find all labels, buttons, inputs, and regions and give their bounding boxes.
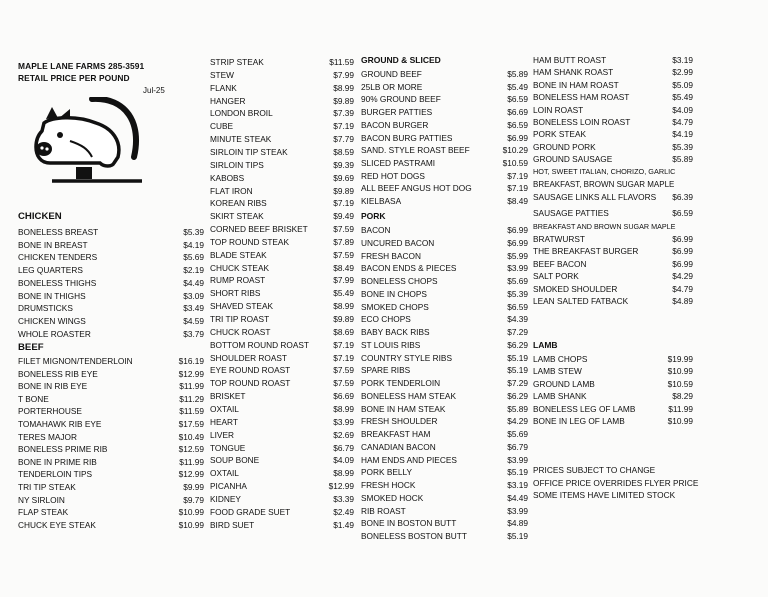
- price-item-price: $8.99: [333, 403, 354, 414]
- sausage-links-price: $6.39: [672, 192, 693, 202]
- price-item-name: STRIP STEAK: [210, 57, 264, 67]
- price-item-name: BONELESS BOSTON BUTT: [361, 531, 467, 541]
- price-item-price: $3.99: [507, 263, 528, 274]
- price-item-price: $7.19: [333, 198, 354, 209]
- price-item-name: CHUCK ROAST: [210, 326, 271, 337]
- price-item-name: MINUTE STEAK: [210, 134, 272, 145]
- price-item-price: $3.49: [183, 303, 204, 314]
- price-item-name: SMOKED CHOPS: [361, 301, 429, 312]
- flyer-note: SOME ITEMS HAVE LIMITED STOCK: [533, 490, 676, 500]
- price-item-name: SAND. STYLE ROAST BEEF: [361, 145, 470, 156]
- price-item-price: $8.59: [333, 146, 354, 157]
- price-item-price: $12.59: [178, 444, 204, 455]
- price-item-price: $6.69: [333, 391, 354, 402]
- price-item-price: $11.99: [179, 456, 204, 467]
- price-item-price: $8.69: [333, 326, 354, 337]
- price-item-name: T BONE: [18, 393, 49, 404]
- price-item-name: 25LB OR MORE: [361, 81, 423, 92]
- price-item-price: $17.59: [178, 419, 204, 429]
- price-item-name: GROUND PORK: [533, 141, 596, 152]
- flyer-note: OFFICE PRICE OVERRIDES FLYER PRICE: [533, 477, 699, 488]
- price-item-name: FILET MIGNON/TENDERLOIN: [18, 356, 133, 366]
- price-item-price: $7.19: [333, 352, 354, 363]
- price-item-name: BRATWURST: [533, 234, 585, 244]
- price-item-price: $8.49: [333, 262, 354, 273]
- price-item-price: $7.99: [333, 69, 354, 80]
- price-item-name: TENDERLOIN TIPS: [18, 469, 93, 480]
- price-item-price: $9.69: [333, 172, 354, 183]
- price-item-name: BONELESS CHOPS: [361, 276, 438, 286]
- price-item-name: LEAN SALTED FATBACK: [533, 296, 629, 306]
- price-item-price: $8.49: [507, 196, 528, 206]
- price-item-price: $5.69: [507, 429, 528, 439]
- price-item-price: $6.29: [507, 390, 528, 401]
- price-item-name: BONELESS HAM STEAK: [361, 390, 456, 401]
- price-item-price: $12.99: [178, 368, 204, 379]
- price-item-price: $7.19: [333, 121, 354, 132]
- price-item-name: FOOD GRADE SUET: [210, 506, 291, 517]
- price-item-name: BONE IN BREAST: [18, 239, 88, 250]
- price-item-name: ST LOUIS RIBS: [361, 339, 421, 350]
- price-item-price: $12.99: [178, 469, 204, 480]
- price-item-name: CANADIAN BACON: [361, 441, 436, 452]
- price-item-name: THE BREAKFAST BURGER: [533, 246, 639, 257]
- price-item-name: HAM ENDS AND PIECES: [361, 454, 457, 465]
- price-item-name: LAMB CHOPS: [533, 354, 588, 364]
- price-item-name: HAM SHANK ROAST: [533, 67, 614, 78]
- price-item-name: CHUCK EYE STEAK: [18, 519, 96, 530]
- price-item-price: $11.59: [179, 406, 204, 417]
- price-item-price: $6.69: [507, 107, 528, 118]
- price-item-name: KIELBASA: [361, 196, 402, 206]
- price-item-name: BRISKET: [210, 391, 246, 402]
- price-item-price: $7.29: [507, 327, 528, 337]
- price-item-price: $5.09: [672, 79, 693, 90]
- price-item-price: $4.49: [183, 277, 204, 288]
- price-item-name: BONELESS BREAST: [18, 227, 99, 237]
- price-item-price: $8.99: [333, 82, 354, 93]
- price-item-name: BURGER PATTIES: [361, 107, 433, 118]
- price-item-price: $11.59: [329, 57, 354, 67]
- price-item-name: ALL BEEF ANGUS HOT DOG: [361, 183, 472, 194]
- price-item-price: $7.59: [333, 224, 354, 235]
- price-item-name: EYE ROUND ROAST: [210, 365, 291, 376]
- price-item-price: $6.99: [507, 225, 528, 235]
- price-item-price: $11.99: [668, 403, 693, 414]
- price-item-name: BONELESS HAM ROAST: [533, 92, 630, 103]
- price-item-name: SIRLOIN TIPS: [210, 159, 264, 170]
- price-item-name: WHOLE ROASTER: [18, 328, 91, 339]
- price-item-name: SALT PORK: [533, 271, 579, 282]
- price-item-price: $6.79: [507, 441, 528, 452]
- sausage-flavors-note: HOT, SWEET ITALIAN, CHORIZO, GARLIC: [533, 167, 676, 176]
- price-item-name: LAMB SHANK: [533, 391, 587, 402]
- price-item-name: FLANK: [210, 82, 237, 93]
- price-item-name: KABOBS: [210, 172, 245, 183]
- price-item-name: SHOULDER ROAST: [210, 352, 287, 363]
- price-item-price: $16.19: [178, 356, 204, 366]
- price-item-name: OXTAIL: [210, 468, 239, 479]
- price-item-name: LIVER: [210, 429, 234, 440]
- price-item-price: $4.89: [507, 518, 528, 529]
- price-item-price: $2.99: [672, 67, 693, 78]
- price-item-price: $19.99: [667, 354, 693, 364]
- price-item-name: BONE IN CHOPS: [361, 288, 427, 299]
- price-item-price: $1.49: [333, 519, 354, 530]
- price-item-name: SLICED PASTRAMI: [361, 157, 436, 168]
- price-item-name: SKIRT STEAK: [210, 211, 264, 222]
- price-item-name: SIRLOIN TIP STEAK: [210, 146, 288, 157]
- price-item-price: $11.99: [179, 381, 204, 392]
- price-item-price: $7.39: [333, 108, 354, 119]
- price-item-price: $5.89: [672, 154, 693, 165]
- price-item-price: $12.99: [328, 481, 354, 492]
- price-item-name: CHICKEN WINGS: [18, 315, 86, 326]
- price-item-price: $5.99: [507, 250, 528, 261]
- price-item-price: $7.89: [333, 236, 354, 247]
- price-item-price: $7.19: [507, 170, 528, 181]
- price-item-price: $4.09: [672, 104, 693, 115]
- price-item-name: SMOKED SHOULDER: [533, 283, 618, 294]
- price-item-price: $5.49: [672, 92, 693, 103]
- pig-logo: [30, 97, 150, 192]
- price-item-price: $4.19: [672, 129, 693, 140]
- price-item-price: $4.19: [183, 239, 204, 250]
- price-item-price: $4.39: [507, 314, 528, 325]
- price-item-name: BONELESS LOIN ROAST: [533, 117, 631, 127]
- price-item-name: FRESH SHOULDER: [361, 416, 438, 427]
- price-item-name: UNCURED BACON: [361, 237, 435, 248]
- flyer-note: PRICES SUBJECT TO CHANGE: [533, 465, 656, 475]
- sausage-patties-price: $6.59: [672, 208, 693, 218]
- store-name-phone: MAPLE LANE FARMS 285-3591: [18, 61, 145, 71]
- price-item-price: $6.59: [507, 94, 528, 105]
- price-item-name: PICANHA: [210, 481, 247, 492]
- price-item-price: $9.79: [183, 494, 204, 505]
- price-item-name: BONELESS PRIME RIB: [18, 444, 108, 455]
- price-item-price: $3.99: [507, 454, 528, 465]
- price-item-price: $5.19: [507, 531, 528, 541]
- price-item-name: HEART: [210, 416, 238, 427]
- price-item-price: $5.69: [183, 252, 204, 263]
- price-item-price: $5.39: [672, 141, 693, 152]
- price-item-name: ECO CHOPS: [361, 314, 411, 325]
- price-item-name: BACON: [361, 225, 391, 235]
- price-item-name: TONGUE: [210, 442, 246, 453]
- price-item-name: DRUMSTICKS: [18, 303, 73, 314]
- price-item-price: $7.19: [333, 339, 354, 350]
- price-item-name: BREAKFAST HAM: [361, 429, 431, 439]
- price-item-name: TOMAHAWK RIB EYE: [18, 419, 102, 429]
- price-item-name: BONE IN RIB EYE: [18, 381, 88, 392]
- price-item-price: $11.29: [179, 393, 204, 404]
- price-basis: RETAIL PRICE PER POUND: [18, 73, 130, 83]
- price-item-price: $7.99: [333, 275, 354, 286]
- price-item-price: $4.29: [507, 416, 528, 427]
- price-item-name: GROUND LAMB: [533, 378, 595, 389]
- price-item-name: PORK BELLY: [361, 467, 413, 478]
- price-item-price: $6.99: [507, 132, 528, 143]
- price-item-name: FRESH BACON: [361, 250, 421, 261]
- price-item-price: $6.79: [333, 442, 354, 453]
- price-item-name: CHICKEN TENDERS: [18, 252, 98, 263]
- price-item-price: $6.29: [507, 339, 528, 350]
- price-item-price: $4.79: [672, 283, 693, 294]
- price-item-price: $8.99: [333, 468, 354, 479]
- price-item-price: $8.29: [672, 391, 693, 402]
- price-item-name: LOIN ROAST: [533, 104, 584, 115]
- price-item-name: SHORT RIBS: [210, 288, 261, 299]
- price-item-price: $10.59: [502, 157, 528, 168]
- price-item-name: BONE IN BOSTON BUTT: [361, 518, 457, 529]
- section-title-ground-sliced: GROUND & SLICED: [361, 55, 441, 65]
- price-item-name: BABY BACK RIBS: [361, 327, 430, 337]
- section-title-beef: BEEF: [18, 342, 44, 353]
- price-item-name: BIRD SUET: [210, 519, 255, 530]
- price-item-price: $7.59: [333, 378, 354, 389]
- section-title-lamb: LAMB: [533, 340, 558, 350]
- price-item-price: $5.89: [507, 69, 528, 79]
- price-item-name: BACON BURGER: [361, 119, 429, 130]
- price-item-price: $9.89: [333, 314, 354, 324]
- price-item-name: LONDON BROIL: [210, 108, 273, 119]
- price-item-price: $4.09: [333, 455, 354, 466]
- price-item-price: $10.59: [667, 378, 693, 389]
- price-item-price: $5.39: [507, 288, 528, 299]
- price-item-name: PORK TENDERLOIN: [361, 378, 441, 388]
- price-item-price: $10.99: [178, 507, 204, 518]
- price-item-price: $9.49: [333, 211, 354, 222]
- price-item-price: $7.79: [333, 134, 354, 145]
- price-item-price: $2.69: [333, 429, 354, 440]
- price-item-name: KIDNEY: [210, 493, 241, 504]
- price-item-name: BONE IN HAM ROAST: [533, 79, 619, 90]
- price-item-price: $3.19: [507, 480, 528, 490]
- price-item-price: $5.49: [333, 288, 354, 299]
- price-item-name: GROUND BEEF: [361, 69, 422, 79]
- price-item-name: SOUP BONE: [210, 455, 260, 466]
- price-item-name: RIB ROAST: [361, 505, 406, 516]
- price-item-name: BACON ENDS & PIECES: [361, 263, 457, 274]
- price-item-name: CUBE: [210, 121, 234, 132]
- price-item-price: $7.19: [507, 183, 528, 194]
- price-item-name: LEG QUARTERS: [18, 265, 83, 276]
- price-item-name: CORNED BEEF BRISKET: [210, 224, 308, 235]
- price-item-name: BACON BURG PATTIES: [361, 132, 453, 143]
- price-item-price: $10.49: [178, 431, 204, 442]
- price-item-price: $5.89: [507, 403, 528, 414]
- price-item-price: $4.49: [507, 492, 528, 503]
- price-item-price: $3.19: [672, 55, 693, 65]
- price-item-name: BONELESS LEG OF LAMB: [533, 403, 636, 414]
- price-item-name: HANGER: [210, 95, 246, 106]
- price-item-name: TOP ROUND ROAST: [210, 378, 291, 389]
- price-item-price: $5.19: [507, 467, 528, 478]
- price-item-price: $6.59: [507, 301, 528, 312]
- price-item-name: BOTTOM ROUND ROAST: [210, 339, 309, 350]
- price-item-name: FRESH HOCK: [361, 480, 416, 490]
- price-item-name: RUMP ROAST: [210, 275, 266, 286]
- price-item-price: $3.99: [333, 416, 354, 427]
- price-item-price: $10.29: [502, 145, 528, 156]
- price-item-price: $9.39: [333, 159, 354, 170]
- flyer-date: Jul-25: [143, 86, 165, 95]
- price-item-name: TRI TIP ROAST: [210, 314, 270, 324]
- price-item-name: OXTAIL: [210, 403, 239, 414]
- price-item-price: $3.09: [183, 290, 204, 301]
- price-item-name: FLAT IRON: [210, 185, 253, 196]
- price-item-name: BONELESS RIB EYE: [18, 368, 98, 379]
- price-item-price: $5.39: [183, 227, 204, 237]
- price-item-price: $6.99: [672, 234, 693, 244]
- price-item-name: PORTERHOUSE: [18, 406, 82, 417]
- price-item-price: $6.99: [672, 246, 693, 257]
- sausage-flavors-note-2: BREAKFAST, BROWN SUGAR MAPLE: [533, 180, 675, 189]
- price-item-price: $10.99: [667, 366, 693, 377]
- price-item-price: $7.29: [507, 378, 528, 388]
- sausage-patties-name: SAUSAGE PATTIES: [533, 208, 609, 218]
- price-item-price: $10.99: [178, 519, 204, 530]
- price-item-name: 90% GROUND BEEF: [361, 94, 441, 105]
- price-item-name: BLADE STEAK: [210, 249, 267, 260]
- price-item-price: $9.89: [333, 95, 354, 106]
- price-item-name: CHUCK STEAK: [210, 262, 270, 273]
- price-item-name: LAMB STEW: [533, 366, 582, 377]
- price-item-name: PORK STEAK: [533, 129, 587, 140]
- price-item-name: RED HOT DOGS: [361, 170, 425, 181]
- price-item-price: $5.19: [507, 352, 528, 363]
- sausage-patties-note: BREAKFAST AND BROWN SUGAR MAPLE: [533, 222, 676, 231]
- price-item-name: BONE IN THIGHS: [18, 290, 86, 301]
- price-item-name: HAM BUTT ROAST: [533, 55, 607, 65]
- sausage-links-name: SAUSAGE LINKS ALL FLAVORS: [533, 192, 657, 202]
- price-item-name: TOP ROUND STEAK: [210, 236, 289, 247]
- price-item-price: $7.59: [333, 249, 354, 260]
- price-item-price: $3.39: [333, 493, 354, 504]
- price-item-name: SHAVED STEAK: [210, 301, 274, 312]
- price-item-name: NY SIRLOIN: [18, 494, 65, 505]
- price-item-price: $8.99: [333, 301, 354, 312]
- price-item-price: $5.19: [507, 365, 528, 376]
- price-item-price: $6.59: [507, 119, 528, 130]
- price-item-price: $9.89: [333, 185, 354, 196]
- price-item-name: SMOKED HOCK: [361, 492, 424, 503]
- price-item-price: $4.59: [183, 315, 204, 326]
- price-item-price: $10.99: [667, 416, 693, 426]
- price-item-price: $6.99: [672, 258, 693, 269]
- price-item-price: $7.59: [333, 365, 354, 376]
- price-item-price: $9.99: [183, 482, 204, 492]
- price-item-name: TRI TIP STEAK: [18, 482, 76, 492]
- price-item-name: BONE IN LEG OF LAMB: [533, 416, 625, 426]
- price-item-name: BONELESS THIGHS: [18, 277, 97, 288]
- price-item-price: $5.49: [507, 81, 528, 92]
- price-item-name: KOREAN RIBS: [210, 198, 267, 209]
- price-item-price: $6.99: [507, 237, 528, 248]
- price-item-price: $3.79: [183, 328, 204, 339]
- price-item-name: TERES MAJOR: [18, 431, 78, 442]
- price-item-price: $4.29: [672, 271, 693, 282]
- price-item-name: BEEF BACON: [533, 258, 587, 269]
- price-item-name: BONE IN PRIME RIB: [18, 456, 97, 467]
- price-item-price: $4.79: [672, 117, 693, 127]
- section-title-pork: PORK: [361, 211, 386, 221]
- price-item-name: SPARE RIBS: [361, 365, 411, 376]
- price-item-price: $5.69: [507, 276, 528, 286]
- price-item-name: BONE IN HAM STEAK: [361, 403, 446, 414]
- price-item-name: STEW: [210, 69, 234, 80]
- price-item-price: $2.49: [333, 506, 354, 517]
- price-item-price: $4.89: [672, 296, 693, 306]
- price-item-name: COUNTRY STYLE RIBS: [361, 352, 452, 363]
- price-item-name: GROUND SAUSAGE: [533, 154, 613, 165]
- price-item-price: $2.19: [183, 265, 204, 276]
- section-title-chicken: CHICKEN: [18, 211, 62, 222]
- price-item-price: $3.99: [507, 505, 528, 516]
- price-item-name: FLAP STEAK: [18, 507, 69, 518]
